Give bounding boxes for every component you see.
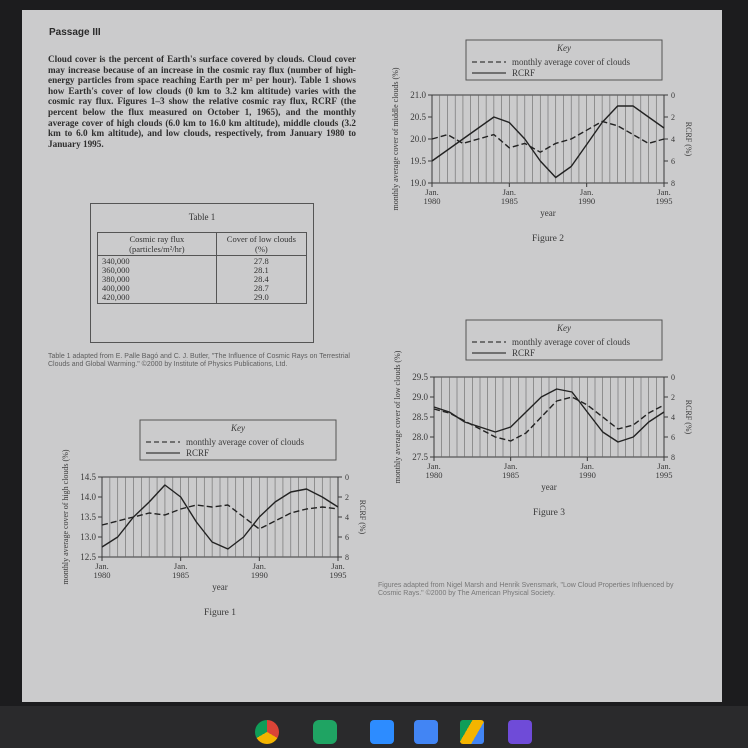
x-tick-label: Jan. (657, 187, 671, 197)
key-solid-label: RCRF (512, 68, 536, 78)
table1-caption: Table 1 adapted from E. Palle Bagó and C. J. Butler, "The Influence of Cosmic Rays on Terrestrial Clouds and Global Warming." ©2000 by Institute of Physics Publications, Ltd. (48, 353, 350, 368)
key-solid-label: RCRF (512, 348, 536, 358)
x-tick-label: 1985 (502, 470, 520, 480)
x-tick-label: 1985 (172, 570, 190, 580)
y-tick-label: 28.5 (412, 412, 428, 422)
table-cell: 340,000 (102, 256, 130, 266)
y-tick-label: 12.5 (80, 552, 96, 562)
x-tick-label: Jan. (657, 461, 671, 471)
x-tick-label: Jan. (95, 561, 109, 571)
x-tick-label: 1990 (578, 470, 596, 480)
x-tick-label: 1990 (578, 196, 596, 206)
y2-tick-label: 0 (671, 373, 675, 382)
drive-icon[interactable] (460, 720, 484, 744)
document-page (22, 10, 722, 702)
key-dashed-label: monthly average cover of clouds (186, 437, 304, 447)
y2-tick-label: 4 (671, 413, 675, 422)
table1-flux-cell (98, 256, 217, 304)
x-tick-label: Jan. (502, 187, 517, 197)
chart-group (61, 420, 367, 618)
y-tick-label: 14.0 (80, 492, 96, 502)
key-solid-label: RCRF (186, 448, 210, 458)
y2-tick-label: 4 (345, 513, 349, 522)
x-tick-label: Jan. (252, 561, 267, 571)
passage-intro: Cloud cover is the percent of Earth's surface covered by clouds. Cloud cover may increase because of an increase in the cosmic ray flux (number of high-energy particles from space reaching Earth per m² per hour). Table 1 shows how Earth's cover of low clouds (0 km to 3.2 km altitude) varies with the cosmic ray flux. Figures 1–3 show the relative cosmic ray flux, RCRF (the percent below the flux measured on October 1, 1965), and the monthly average cover of high clouds (6.0 km to 16.0 km altitude), middle clouds (3.2 km to 6.0 km altitude), and low clouds, respectively, from January 1980 to January 1995. (48, 54, 356, 149)
table-cell: 420,000 (102, 292, 130, 302)
key-title: Key (557, 323, 571, 333)
zoom-icon[interactable] (370, 720, 394, 744)
table1-box (90, 203, 314, 343)
y-tick-label: 13.0 (80, 532, 96, 542)
y2-tick-label: 0 (671, 91, 675, 100)
table1-col2-header: Cover of low clouds (%) (216, 233, 306, 256)
x-tick-label: Jan. (425, 187, 439, 197)
y-axis-label: monthly average cover of middle clouds (%) (391, 67, 400, 211)
figure-title: Figure 1 (204, 608, 236, 618)
x-tick-label: Jan. (331, 561, 345, 571)
table1-col1-header: Cosmic ray flux (particles/m²/hr) (98, 233, 217, 256)
figures-caption: Figures adapted from Nigel Marsh and Henrik Svensmark, "Low Cloud Properties Influenced by Cosmic Rays." ©2000 by The American Physical Society. (378, 582, 674, 597)
table-cell: 380,000 (102, 274, 130, 284)
y2-tick-label: 4 (671, 135, 675, 144)
chart-group (393, 320, 693, 518)
x-tick-label: 1980 (423, 196, 441, 206)
x-tick-label: 1980 (425, 470, 443, 480)
y-tick-label: 19.0 (410, 178, 426, 188)
figure-2-chart (374, 35, 706, 245)
docs-icon[interactable] (414, 720, 438, 744)
y2-tick-label: 6 (671, 433, 675, 442)
key-dashed-label: monthly average cover of clouds (512, 337, 630, 347)
table1-title: Table 1 (188, 212, 216, 222)
table-cell: 28.4 (253, 274, 269, 284)
figure-title: Figure 3 (533, 508, 565, 518)
y2-tick-label: 8 (345, 553, 349, 562)
y2-tick-label: 2 (671, 393, 675, 402)
figure-3 (374, 315, 706, 520)
taskbar (0, 706, 748, 748)
y-tick-label: 21.0 (410, 90, 426, 100)
x-axis-label: year (540, 208, 556, 218)
y-tick-label: 27.5 (412, 452, 428, 462)
key-title: Key (231, 423, 245, 433)
chart-group (391, 40, 693, 244)
y2-tick-label: 6 (345, 533, 349, 542)
app-icon[interactable] (508, 720, 532, 744)
y2-axis-label: RCRF (%) (684, 121, 693, 157)
y2-axis-label: RCRF (%) (358, 499, 367, 535)
x-tick-label: Jan. (427, 461, 441, 471)
figure-2 (374, 35, 706, 245)
y2-tick-label: 0 (345, 473, 349, 482)
y-tick-label: 28.0 (412, 432, 428, 442)
y-tick-label: 13.5 (80, 512, 96, 522)
y-tick-label: 20.5 (410, 112, 426, 122)
x-tick-label: 1990 (250, 570, 268, 580)
x-tick-label: Jan. (580, 461, 595, 471)
y2-tick-label: 8 (671, 179, 675, 188)
figure-1 (50, 415, 370, 625)
passage-heading: Passage III (49, 27, 101, 38)
y2-tick-label: 8 (671, 453, 675, 462)
y2-tick-label: 6 (671, 157, 675, 166)
y-axis-label: monthly average cover of high clouds (%) (61, 449, 70, 585)
x-tick-label: Jan. (173, 561, 188, 571)
x-tick-label: 1985 (500, 196, 518, 206)
table1-cover-cell (216, 256, 306, 304)
x-axis-label: year (212, 582, 228, 592)
table-cell: 29.0 (253, 292, 269, 302)
x-tick-label: Jan. (503, 461, 518, 471)
y2-axis-label: RCRF (%) (684, 399, 693, 435)
y2-tick-label: 2 (345, 493, 349, 502)
key-title: Key (557, 43, 571, 53)
table1 (97, 232, 307, 304)
y-tick-label: 29.0 (412, 392, 428, 402)
figure-3-chart (374, 315, 706, 520)
y-tick-label: 14.5 (80, 472, 96, 482)
x-tick-label: 1980 (93, 570, 111, 580)
x-axis-label: year (541, 482, 557, 492)
x-tick-label: Jan. (579, 187, 594, 197)
x-tick-label: 1995 (655, 470, 673, 480)
table-cell: 28.7 (253, 283, 269, 293)
figure-title: Figure 2 (532, 234, 564, 244)
table-cell: 28.1 (253, 265, 269, 275)
y-tick-label: 19.5 (410, 156, 426, 166)
x-tick-label: 1995 (329, 570, 347, 580)
chrome-icon[interactable] (255, 720, 279, 744)
table-cell: 400,000 (102, 283, 130, 293)
y2-tick-label: 2 (671, 113, 675, 122)
figure-1-chart (50, 415, 370, 625)
table-cell: 27.8 (253, 256, 269, 266)
meet-icon[interactable] (313, 720, 337, 744)
table-cell: 360,000 (102, 265, 130, 275)
key-dashed-label: monthly average cover of clouds (512, 57, 630, 67)
y-tick-label: 29.5 (412, 372, 428, 382)
y-tick-label: 20.0 (410, 134, 426, 144)
y-axis-label: monthly average cover of low clouds (%) (393, 350, 402, 484)
x-tick-label: 1995 (655, 196, 673, 206)
